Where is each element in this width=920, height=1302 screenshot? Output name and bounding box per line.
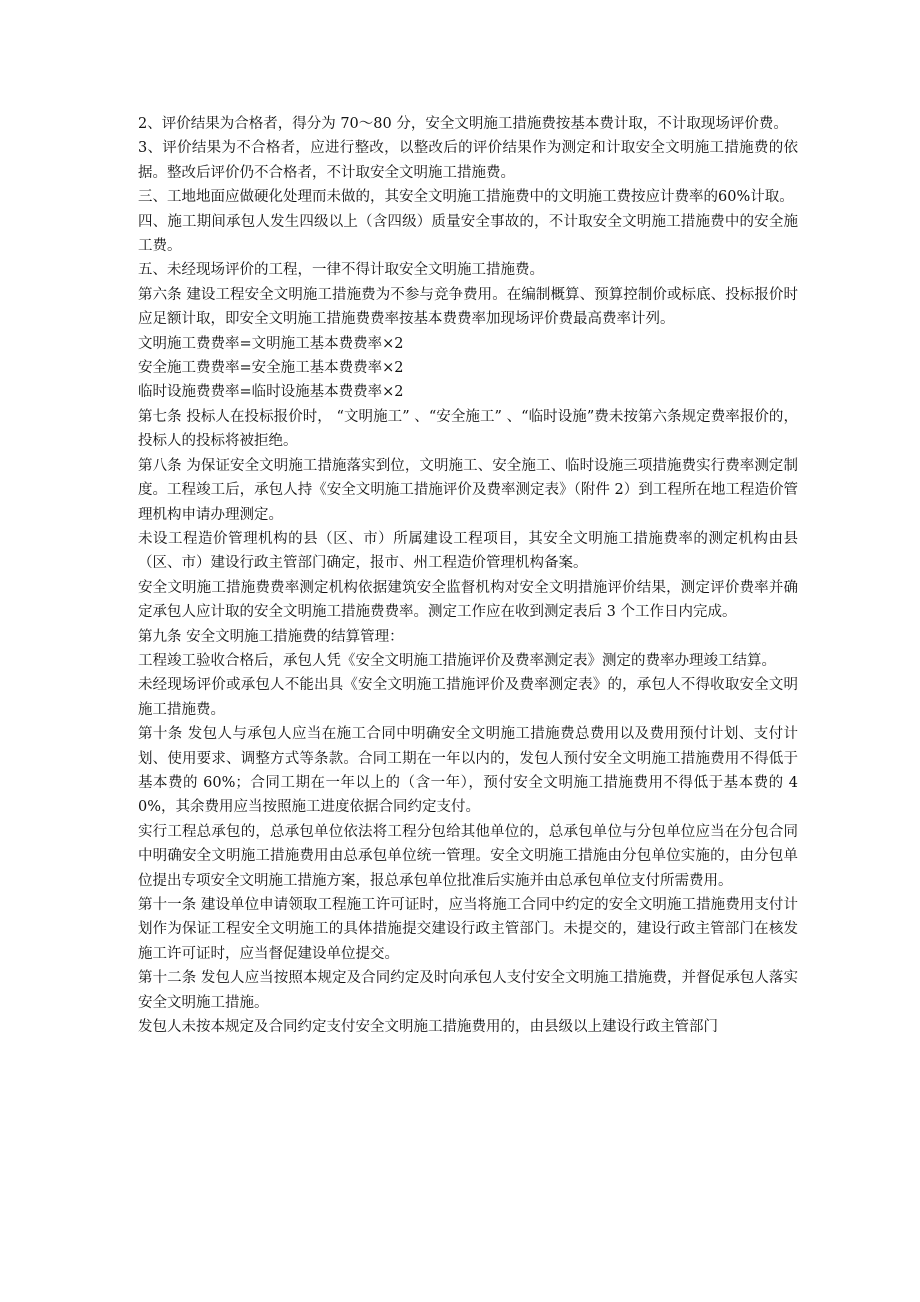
paragraph-article-12: 第十二条 发包人应当按照本规定及合同约定及时向承包人支付安全文明施工措施费，并督促承包人落实安全文明施工措施。 — [138, 970, 798, 1011]
paragraph-article-7: 第七条 投标人在投标报价时， “文明施工” 、“安全施工” 、“临时设施”费未按第六条规定费率报价的，投标人的投标将被拒绝。 — [138, 408, 798, 450]
paragraph-section-5-no-evaluation: 五、未经现场评价的工程，一律不得计取安全文明施工措施费。 — [138, 262, 544, 279]
formula-civilized-construction-rate: 文明施工费费率=文明施工基本费费率×2 — [138, 335, 404, 352]
paragraph-article-8-rate-agency: 安全文明施工措施费费率测定机构依据建筑安全监督机构对安全文明措施评价结果，测定评价费率并确定承包人应计取的安全文明施工措施费费率。测定工作应在收到测定表后 3 个工作日内完成。 — [138, 579, 798, 621]
document-body — [138, 112, 798, 1039]
formula-temporary-facilities-rate: 临时设施费费率=临时设施基本费费率×2 — [138, 384, 404, 401]
paragraph-article-10: 第十条 发包人与承包人应当在施工合同中明确安全文明施工措施费总费用以及费用预付计划、支付计划、使用要求、调整方式等条款。合同工期在一年以内的，发包人预付安全文明施工措施费用不得低于基本费的 60%；合同工期在一年以上的（含一年），预付安全文明施工措施费用不得低于基本费的 40%，其余费用应当按照施工进度依据合同约定支付。 — [138, 726, 798, 816]
paragraph-rating-qualified: 2、评价结果为合格者，得分为 70～80 分，安全文明施工措施费按基本费计取，不计取现场评价费。 — [138, 116, 788, 132]
formula-safety-construction-rate: 安全施工费费率=安全施工基本费费率×2 — [138, 360, 404, 377]
paragraph-rating-unqualified: 3、评价结果为不合格者，应进行整改，以整改后的评价结果作为测定和计取安全文明施工措施费的依据。整改后评价仍不合格者，不计取安全文明施工措施费。 — [138, 140, 798, 181]
paragraph-article-9: 第九条 安全文明施工措施费的结算管理： — [138, 628, 404, 645]
paragraph-article-8: 第八条 为保证安全文明施工措施落实到位，文明施工、安全施工、临时设施三项措施费实行费率测定制度。工程竣工后，承包人持《安全文明施工措施评价及费率测定表》（附件 2）到工程所在地工程造价管理机构申请办理测定。 — [138, 457, 798, 523]
paragraph-section-4-accidents: 四、施工期间承包人发生四级以上（含四级）质量安全事故的，不计取安全文明施工措施费中的安全施工费。 — [138, 213, 798, 255]
paragraph-article-11: 第十一条 建设单位申请领取工程施工许可证时，应当将施工合同中约定的安全文明施工措施费用支付计划作为保证工程安全文明施工的具体措施提交建设行政主管部门。未提交的，建设行政主管部门在核发施工许可证时，应当督促建设单位提交。 — [138, 897, 798, 962]
paragraph-article-9-no-evaluation: 未经现场评价或承包人不能出具《安全文明施工措施评价及费率测定表》的，承包人不得收取安全文明施工措施费。 — [138, 677, 798, 718]
paragraph-article-8-county: 未设工程造价管理机构的县（区、市）所属建设工程项目，其安全文明施工措施费率的测定机构由县（区、市）建设行政主管部门确定，报市、州工程造价管理机构备案。 — [138, 530, 798, 572]
paragraph-section-3-ground-hardening: 三、工地地面应做硬化处理而未做的，其安全文明施工措施费中的文明施工费按应计费率的60%计取。 — [138, 189, 794, 206]
paragraph-article-9-settlement: 工程竣工验收合格后，承包人凭《安全文明施工措施评价及费率测定表》测定的费率办理竣工结算。 — [138, 652, 776, 669]
paragraph-article-6: 第六条 建设工程安全文明施工措施费为不参与竞争费用。在编制概算、预算控制价或标底、投标报价时应足额计取，即安全文明施工措施费费率按基本费费率加现场评价费最高费率计列。 — [138, 286, 798, 328]
paragraph-article-12-nonpayment: 发包人未按本规定及合同约定支付安全文明施工措施费用的，由县级以上建设行政主管部门 — [138, 1019, 718, 1036]
paragraph-article-10-general-contracting: 实行工程总承包的，总承包单位依法将工程分包给其他单位的，总承包单位与分包单位应当在分包合同中明确安全文明施工措施费用由总承包单位统一管理。安全文明施工措施由分包单位实施的，由分包单位提出专项安全文明施工措施方案，报总承包单位批准后实施并由总承包单位支付所需费用。 — [138, 823, 798, 889]
